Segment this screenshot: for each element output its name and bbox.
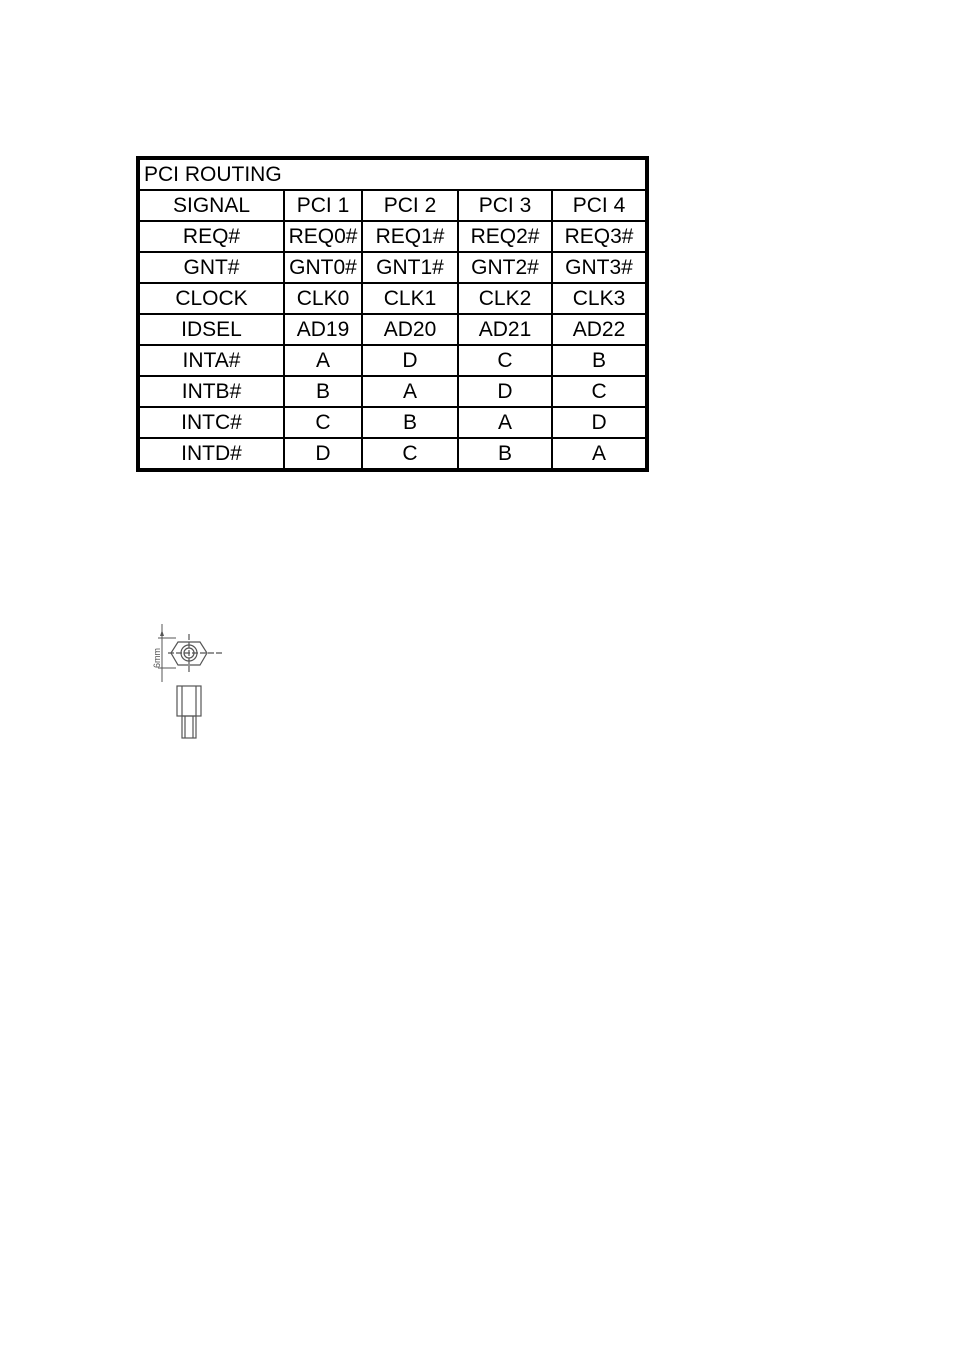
signal-cell: INTA# bbox=[138, 345, 284, 376]
table-cell: REQ2# bbox=[458, 221, 552, 252]
table-cell: REQ1# bbox=[362, 221, 458, 252]
table-cell: B bbox=[552, 345, 647, 376]
table-cell: REQ3# bbox=[552, 221, 647, 252]
signal-cell: CLOCK bbox=[138, 283, 284, 314]
table-cell: AD20 bbox=[362, 314, 458, 345]
table-cell: AD19 bbox=[284, 314, 362, 345]
table-cell: CLK3 bbox=[552, 283, 647, 314]
table-row bbox=[138, 407, 647, 438]
table-cell: GNT0# bbox=[284, 252, 362, 283]
table-cell: A bbox=[458, 407, 552, 438]
table-cell: B bbox=[362, 407, 458, 438]
table-row bbox=[138, 252, 647, 283]
table-cell: B bbox=[284, 376, 362, 407]
standoff-diagram bbox=[140, 620, 230, 745]
table-row bbox=[138, 221, 647, 252]
table-cell: A bbox=[284, 345, 362, 376]
signal-cell: GNT# bbox=[138, 252, 284, 283]
table-cell: D bbox=[284, 438, 362, 470]
table-row bbox=[138, 283, 647, 314]
table-cell: GNT1# bbox=[362, 252, 458, 283]
table-row bbox=[138, 314, 647, 345]
column-header-signal: SIGNAL bbox=[138, 190, 284, 221]
signal-cell: IDSEL bbox=[138, 314, 284, 345]
column-header-pci-3: PCI 3 bbox=[458, 190, 552, 221]
table-cell: AD22 bbox=[552, 314, 647, 345]
table-cell: AD21 bbox=[458, 314, 552, 345]
table-cell: B bbox=[458, 438, 552, 470]
table-cell: C bbox=[458, 345, 552, 376]
table-cell: GNT3# bbox=[552, 252, 647, 283]
hex-nut-top-view bbox=[168, 634, 222, 674]
signal-cell: REQ# bbox=[138, 221, 284, 252]
table-cell: C bbox=[552, 376, 647, 407]
table-cell: D bbox=[552, 407, 647, 438]
signal-cell: INTB# bbox=[138, 376, 284, 407]
standoff-side-view bbox=[177, 686, 201, 738]
table-cell: D bbox=[362, 345, 458, 376]
table-cell: CLK1 bbox=[362, 283, 458, 314]
table-cell: CLK2 bbox=[458, 283, 552, 314]
column-header-pci-1: PCI 1 bbox=[284, 190, 362, 221]
table-row bbox=[138, 345, 647, 376]
dimension-label: 6mm bbox=[152, 648, 162, 668]
column-header-pci-2: PCI 2 bbox=[362, 190, 458, 221]
table-cell: A bbox=[552, 438, 647, 470]
table-header-row bbox=[138, 190, 647, 221]
table-cell: D bbox=[458, 376, 552, 407]
table-title-row bbox=[138, 158, 647, 190]
table-cell: C bbox=[362, 438, 458, 470]
table-row bbox=[138, 376, 647, 407]
signal-cell: INTD# bbox=[138, 438, 284, 470]
table-cell: C bbox=[284, 407, 362, 438]
column-header-pci-4: PCI 4 bbox=[552, 190, 647, 221]
signal-cell: INTC# bbox=[138, 407, 284, 438]
table-cell: GNT2# bbox=[458, 252, 552, 283]
pci-routing-table bbox=[136, 156, 649, 472]
table-row bbox=[138, 438, 647, 470]
table-cell: REQ0# bbox=[284, 221, 362, 252]
table-title: PCI ROUTING bbox=[138, 158, 647, 190]
table-cell: A bbox=[362, 376, 458, 407]
table-cell: CLK0 bbox=[284, 283, 362, 314]
